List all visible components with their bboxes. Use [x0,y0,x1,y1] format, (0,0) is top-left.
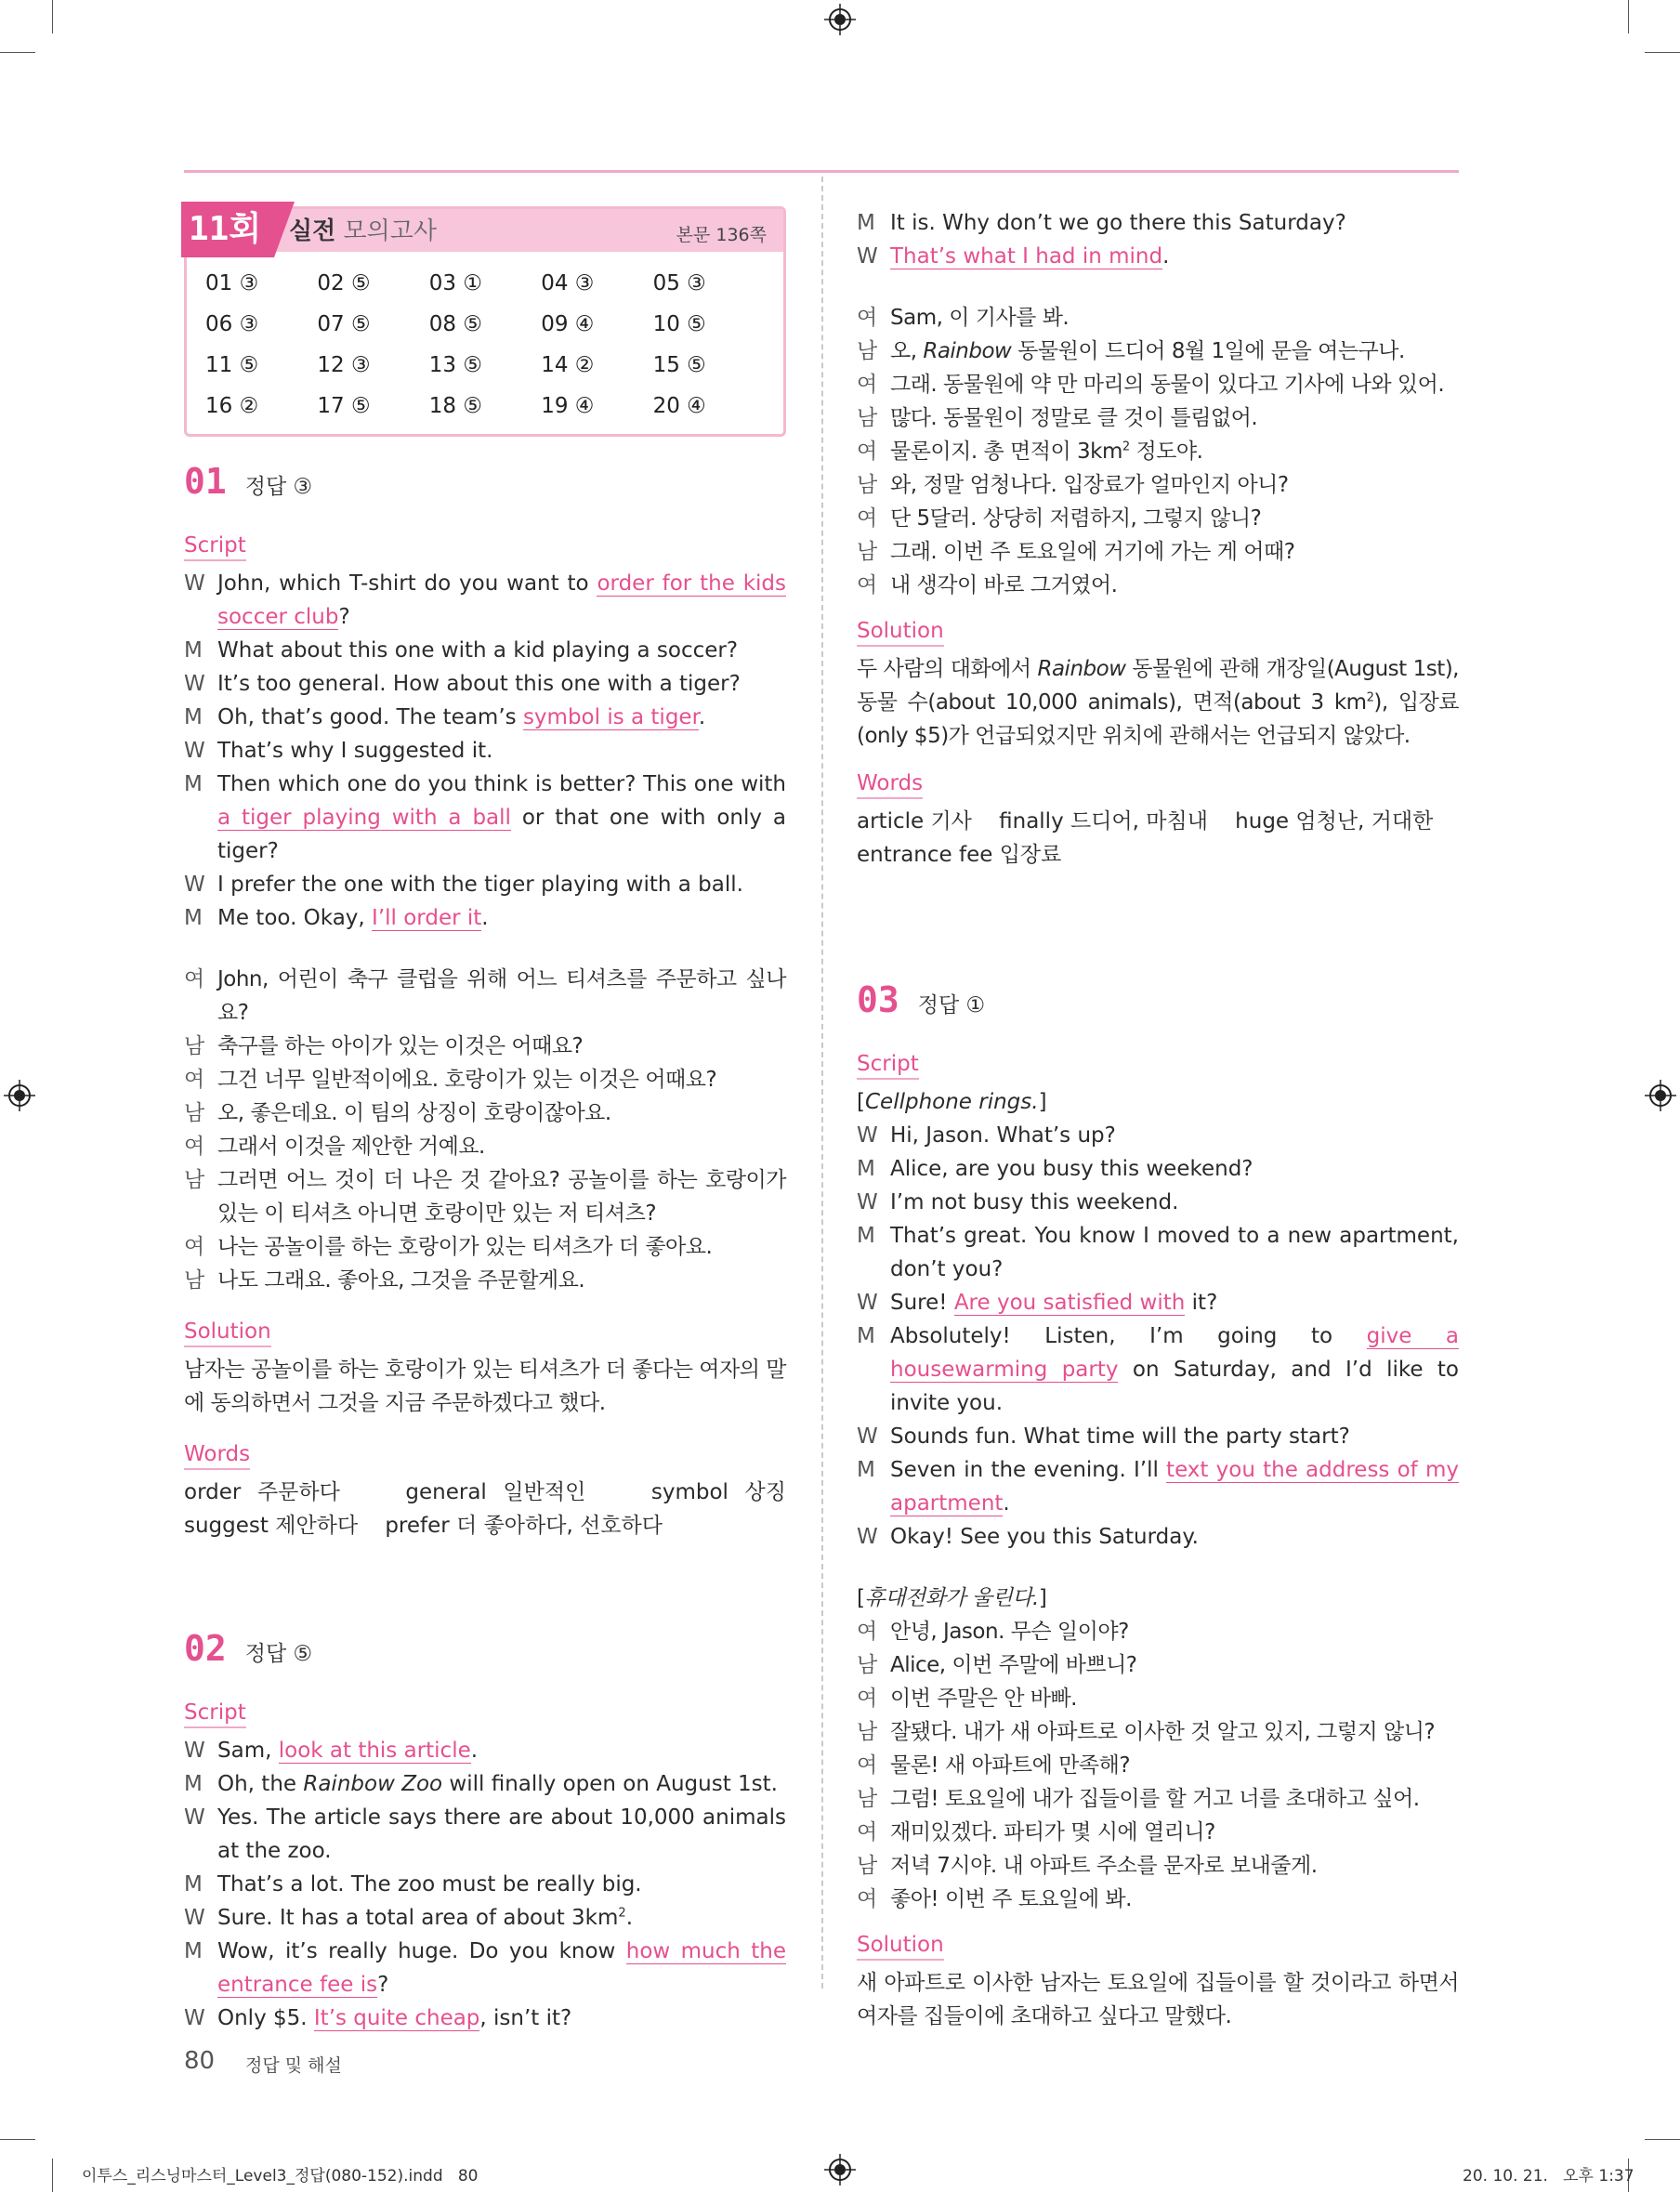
korean-line [184,1230,786,1264]
speaker-label: W [857,244,878,269]
script-line [184,667,786,701]
line-text: John, 어린이 축구 클럽을 위해 어느 티셔츠를 주문하고 싶나요? [217,967,786,1025]
page-reference: 본문 136쪽 [676,225,767,245]
footer-label: 정답 및 해설 [245,2055,342,2076]
spacer [184,1420,786,1435]
speaker-label: M [857,1157,875,1181]
korean-line [184,1096,786,1130]
key-phrase: That’s what I had in mind [890,244,1163,269]
line-text: or that one with only a tiger? [217,806,786,863]
speaker-label: 여 [184,1068,204,1092]
korean-line [184,963,786,1030]
question-02-heading [184,1628,786,1678]
speaker-label: W [857,1525,878,1549]
korean-line [857,502,1459,535]
speaker-label: M [857,1324,875,1348]
script-line [184,1868,786,1901]
line-text: 저녁 7시야. 내 아파트 주소를 문자로 보내줄게. [890,1854,1318,1878]
line-text: Sam, [217,1739,279,1763]
q01-script [184,567,786,935]
crop-mark [52,2159,53,2192]
answer-item: 10 ⑤ [652,312,706,336]
superscript: 2 [618,1906,626,1921]
line-text: Sure. It has a total area of about 3km [217,1906,619,1930]
registration-mark-icon [1645,1080,1676,1111]
page-number: 80 [184,2047,216,2075]
line-text: Sure! [890,1291,954,1315]
korean-line [857,1883,1459,1916]
speaker-label: W [184,1805,205,1830]
line-text: 그래. 동물원에 약 만 마리의 동물이 있다고 기사에 나와 있어. [890,373,1445,397]
korean-line [857,301,1459,335]
line-text: 그래서 이것을 제안한 거예요. [217,1135,485,1159]
line-text: Absolutely! Listen, I’m going to [890,1324,1367,1348]
stage-direction-korean: [휴대전화가 울린다.] [857,1586,1047,1610]
speaker-label: 여 [857,440,877,464]
script-line [857,1219,1459,1286]
solution-heading: Solution [184,1318,271,1347]
script-heading: Script [857,1050,919,1080]
q02-words-line2: entrance fee 입장료 [857,843,1062,867]
speaker-label: W [184,873,205,897]
key-phrase: I’ll order it [372,906,482,930]
answer-item: 04 ③ [541,271,595,295]
solution-text: 동물원에 관해 개장일(August 1st), 동물 수(about 10,000 animals), 면적(about 3 km [857,657,1459,715]
korean-line [857,1715,1459,1749]
solution-text: ), 입장료(only $5)가 언급되었지만 위치에 관해서는 언급되지 않았다. [857,690,1459,748]
script-line [184,1767,786,1801]
line-text: Alice, 이번 주말에 바쁘니? [890,1653,1137,1677]
answer-label: 정답 ③ [244,475,313,499]
answer-key-title [289,215,437,248]
korean-line [184,1030,786,1063]
q02-script-continued [857,206,1459,273]
line-text: . [1162,244,1170,269]
speaker-label: M [184,705,203,729]
line-text: Then which one do you think is better? This one with [217,772,786,796]
script-line [184,701,786,734]
line-text: Oh, the [217,1772,304,1796]
korean-line [857,401,1459,435]
answer-item: 14 ② [541,353,595,377]
key-phrase: a tiger playing with a ball [217,806,511,830]
speaker-label: 여 [184,1235,204,1259]
korean-line [857,368,1459,401]
speaker-label: 남 [184,1101,204,1125]
answer-item: 12 ③ [317,353,371,377]
speaker-label: 남 [857,1653,877,1677]
answer-item: 01 ③ [205,271,259,295]
answer-item: 05 ③ [652,271,706,295]
speaker-label: M [184,1939,203,1963]
line-text: 그건 너무 일반적이에요. 호랑이가 있는 이것은 어때요? [217,1068,717,1092]
speaker-label: W [184,1739,205,1763]
answer-item: 11 ⑤ [205,353,259,377]
answer-item: 17 ⑤ [317,394,371,418]
spacer [857,273,1459,301]
script-line [857,1186,1459,1219]
speaker-label: M [184,638,203,663]
line-text: 그래. 이번 주 토요일에 거기에 가는 게 어때? [890,540,1295,564]
q02-korean-script [857,301,1459,602]
script-line [857,1520,1459,1554]
korean-line [857,1749,1459,1782]
right-column [857,206,1459,2033]
speaker-label: 남 [857,540,877,564]
question-number: 01 [184,461,227,502]
korean-line [857,1816,1459,1849]
line-text: 와, 정말 엄청나다. 입장료가 얼마인지 아니? [890,473,1289,497]
line-text: 오, 좋은데요. 이 팀의 상징이 호랑이잖아요. [217,1101,611,1125]
speaker-label: M [857,1458,875,1482]
spacer [857,602,1459,611]
question-03-heading [857,979,1459,1030]
line-text: It is. Why don’t we go there this Saturday? [890,211,1346,235]
speaker-label: 여 [857,306,877,330]
line-text: 물론! 새 아파트에 만족해? [890,1753,1131,1778]
speaker-label: W [184,739,205,763]
words-heading: Words [184,1440,250,1470]
solution-text: 두 사람의 대화에서 [857,657,1038,681]
korean-line [857,1648,1459,1682]
line-text: 오, [890,339,924,363]
line-text: ? [338,605,350,629]
q01-solution: 남자는 공놀이를 하는 호랑이가 있는 티셔츠가 더 좋다는 여자의 말에 동의하면서 그것을 지금 주문하겠다고 했다. [184,1358,786,1415]
key-phrase: look at this article [278,1739,471,1763]
script-line [184,1935,786,2002]
line-text: I prefer the one with the tiger playing with a ball. [217,873,743,897]
speaker-label: M [857,211,875,235]
round-badge: 11회 [181,202,274,257]
answer-item: 07 ⑤ [317,312,371,336]
key-phrase: symbol is a tiger [522,705,699,729]
line-text: It’s too general. How about this one with a tiger? [217,672,741,696]
script-line [857,1319,1459,1420]
script-line [857,240,1459,273]
line-text: 이번 주말은 안 바빠. [890,1687,1077,1711]
crop-mark [0,2139,35,2140]
column-divider [821,177,823,1989]
spacer [857,1554,1459,1582]
answer-item: 08 ⑤ [428,312,482,336]
title-rest: 모의고사 [335,217,437,245]
registration-mark-icon [4,1080,35,1111]
print-slug-timestamp: 20. 10. 21. 오후 1:37 [1463,2167,1634,2185]
line-text: 많다. 동물원이 정말로 클 것이 틀림없어. [890,406,1258,430]
script-line [184,2002,786,2035]
line-text: That’s a lot. The zoo must be really big. [217,1872,642,1897]
speaker-label: 남 [184,1268,204,1293]
script-line [857,1420,1459,1453]
speaker-label: W [857,1291,878,1315]
speaker-label: 남 [857,1787,877,1811]
answer-item: 06 ③ [205,312,259,336]
korean-line [184,1264,786,1297]
speaker-label: M [184,1872,203,1897]
speaker-label: 남 [184,1168,204,1192]
line-text: 잘됐다. 내가 새 아파트로 이사한 것 알고 있지, 그렇지 않니? [890,1720,1436,1744]
script-line [184,768,786,868]
line-text: Okay! See you this Saturday. [890,1525,1199,1549]
speaker-label: W [857,1123,878,1148]
line-text: will finally open on August 1st. [442,1772,778,1796]
line-text: Sounds fun. What time will the party start? [890,1424,1350,1449]
q02-words-line1: article 기사 finally 드디어, 마침내 huge 엄청난, 거대한 [857,809,1434,833]
line-text: ? [377,1973,389,1997]
line-text: Me too. Okay, [217,906,373,930]
script-line [184,1901,786,1935]
script-line [857,1286,1459,1319]
spacer [184,1297,786,1312]
speaker-label: 여 [857,1687,877,1711]
korean-line [857,1615,1459,1648]
question-number: 03 [857,979,899,1020]
key-phrase: It’s quite cheap [313,2006,480,2030]
korean-line [857,468,1459,502]
answer-key-header [187,209,783,252]
line-text: 동물원이 드디어 8월 1일에 문을 여는구나. [1011,339,1405,363]
answer-item: 03 ① [428,271,482,295]
script-line [857,1119,1459,1152]
superscript: 2 [1366,690,1374,705]
line-text: That’s why I suggested it. [217,739,493,763]
line-text: . [1003,1491,1010,1516]
speaker-label: M [184,772,203,796]
answer-label: 정답 ⑤ [244,1642,313,1666]
key-phrase: give a housewarming party [890,1324,1459,1382]
script-line [184,901,786,935]
script-heading: Script [184,1699,246,1728]
script-line [184,734,786,768]
speaker-label: M [184,1772,203,1796]
answer-item: 18 ⑤ [428,394,482,418]
speaker-label: 남 [857,473,877,497]
korean-line [184,1063,786,1096]
speaker-label: 남 [857,1720,877,1744]
speaker-label: 여 [184,1135,204,1159]
line-text: 재미있겠다. 파티가 몇 시에 열리니? [890,1820,1215,1844]
spacer [857,1916,1459,1925]
speaker-label: 여 [857,506,877,531]
answer-grid [187,252,783,434]
line-text: I’m not busy this weekend. [890,1190,1179,1214]
speaker-label: 여 [857,1887,877,1911]
korean-line [857,1849,1459,1883]
line-text: 좋아! 이번 주 토요일에 봐. [890,1887,1132,1911]
script-heading: Script [184,532,246,561]
top-rule [184,170,1459,173]
line-text: Wow, it’s really huge. Do you know [217,1939,626,1963]
answer-item: 16 ② [205,394,259,418]
speaker-label: 여 [857,1753,877,1778]
q02-script [184,1734,786,2035]
spacer [857,872,1459,983]
answer-item: 09 ④ [541,312,595,336]
key-phrase: how much the entrance fee is [217,1939,786,1997]
italic-text: Rainbow [923,339,1012,363]
script-line [184,634,786,667]
line-text: Seven in the evening. I’ll [890,1458,1167,1482]
line-text: Oh, that’s good. The team’s [217,705,523,729]
speaker-label: 여 [857,1620,877,1644]
line-text: Only $5. [217,2006,314,2030]
speaker-label: 남 [857,1854,877,1878]
words-heading: Words [857,769,923,799]
korean-line [857,435,1459,468]
korean-line [857,1782,1459,1816]
speaker-label: W [184,1906,205,1930]
line-text: on Saturday, and I’d like to invite you. [890,1358,1459,1415]
speaker-label: W [184,571,205,596]
italic-text: Rainbow [1037,657,1126,681]
line-text: 나는 공놀이를 하는 호랑이가 있는 티셔츠가 더 좋아요. [217,1235,713,1259]
speaker-label: 여 [857,373,877,397]
line-text: What about this one with a kid playing a soccer? [217,638,739,663]
title-bold: 실전 [289,217,336,245]
line-text: . [481,906,489,930]
stage-direction-text: Cellphone rings. [864,1090,1039,1114]
solution-heading: Solution [857,617,944,647]
line-text: 안녕, Jason. 무슨 일이야? [890,1620,1129,1644]
answer-label: 정답 ① [917,993,986,1017]
korean-line [857,535,1459,569]
crop-mark [1628,0,1629,33]
speaker-label: 여 [857,1820,877,1844]
solution-heading: Solution [857,1931,944,1961]
speaker-label: 여 [184,967,204,991]
print-slug-filename: 이투스_리스닝마스터_Level3_정답(080-152).indd 80 [82,2167,479,2185]
superscript: 2 [1122,440,1130,454]
question-number: 02 [184,1628,227,1669]
line-text: 그러면 어느 것이 더 나은 것 같아요? 공놀이를 하는 호랑이가 있는 이 티셔츠 아니면 호랑이만 있는 저 티셔츠? [217,1168,786,1226]
script-line [184,1801,786,1868]
speaker-label: M [857,1224,875,1248]
q03-script [857,1119,1459,1554]
left-column [184,206,814,2035]
spacer [184,1542,786,1632]
korean-line [857,1682,1459,1715]
line-text: . [625,1906,633,1930]
korean-line [184,1163,786,1230]
korean-line [857,335,1459,368]
line-text: . [470,1739,479,1763]
speaker-label: 남 [184,1034,204,1058]
line-text: 단 5달러. 상당히 저렴하지, 그렇지 않니? [890,506,1262,531]
line-text: it? [1185,1291,1218,1315]
line-text: 물론이지. 총 면적이 3km [890,440,1122,464]
line-text: 나도 그래요. 좋아요, 그것을 주문할게요. [217,1268,585,1293]
korean-line [184,1130,786,1163]
korean-line [857,569,1459,602]
script-line [857,206,1459,240]
line-text: 축구를 하는 아이가 있는 이것은 어때요? [217,1034,584,1058]
line-text: That’s great. You know I moved to a new apartment, don’t you? [890,1224,1459,1281]
line-text: Alice, are you busy this weekend? [890,1157,1253,1181]
speaker-label: W [184,672,205,696]
answer-item: 15 ⑤ [652,353,706,377]
speaker-label: 남 [857,406,877,430]
script-line [857,1152,1459,1186]
stage-direction-korean-text: 휴대전화가 울린다. [864,1586,1039,1610]
speaker-label: W [184,2006,205,2030]
q01-korean-script [184,963,786,1297]
crop-mark [0,52,35,53]
stage-direction: [Cellphone rings.] [857,1090,1047,1114]
crop-mark [1645,52,1680,53]
line-text: Hi, Jason. What’s up? [890,1123,1116,1148]
line-text: . [698,705,706,729]
line-text: Sam, 이 기사를 봐. [890,306,1070,330]
italic-text: Rainbow Zoo [303,1772,443,1796]
line-text: , isn’t it? [479,2006,572,2030]
answer-item: 20 ④ [652,394,706,418]
answer-item: 13 ⑤ [428,353,482,377]
speaker-label: W [857,1424,878,1449]
q03-solution: 새 아파트로 이사한 남자는 토요일에 집들이를 할 것이라고 하면서 여자를 집들이에 초대하고 싶다고 말했다. [857,1971,1459,2028]
line-text: John, which T-shirt do you want to [217,571,597,596]
spacer [184,935,786,963]
q02-solution [857,652,1459,753]
speaker-label: W [857,1190,878,1214]
registration-mark-icon [824,2154,856,2185]
speaker-label: 남 [857,339,877,363]
crop-mark [52,0,53,33]
line-text: 내 생각이 바로 그거였어. [890,573,1118,597]
speaker-label: M [184,906,203,930]
key-phrase: order for the kids soccer club [217,571,786,629]
question-01-heading [184,461,786,511]
q03-korean-script [857,1615,1459,1916]
line-text: Yes. The article says there are about 10,000 animals at the zoo. [217,1805,786,1863]
script-line [857,1453,1459,1520]
speaker-label: 여 [857,573,877,597]
script-line [184,567,786,634]
answer-item: 02 ⑤ [317,271,371,295]
spacer [857,753,1459,764]
key-phrase: text you the address of my apartment [890,1458,1459,1516]
script-line [184,868,786,901]
key-phrase: Are you satisfied with [953,1291,1186,1315]
answer-item: 19 ④ [541,394,595,418]
line-text: 정도야. [1129,440,1203,464]
registration-mark-icon [824,4,856,35]
crop-mark [1645,2139,1680,2140]
q01-words: order 주문하다 general 일반적인 symbol 상징 suggest 제안하다 prefer 더 좋아하다, 선호하다 [184,1480,814,1538]
script-line [184,1734,786,1767]
line-text: 그럼! 토요일에 내가 집들이를 할 거고 너를 초대하고 싶어. [890,1787,1420,1811]
answer-key-box [184,206,786,437]
